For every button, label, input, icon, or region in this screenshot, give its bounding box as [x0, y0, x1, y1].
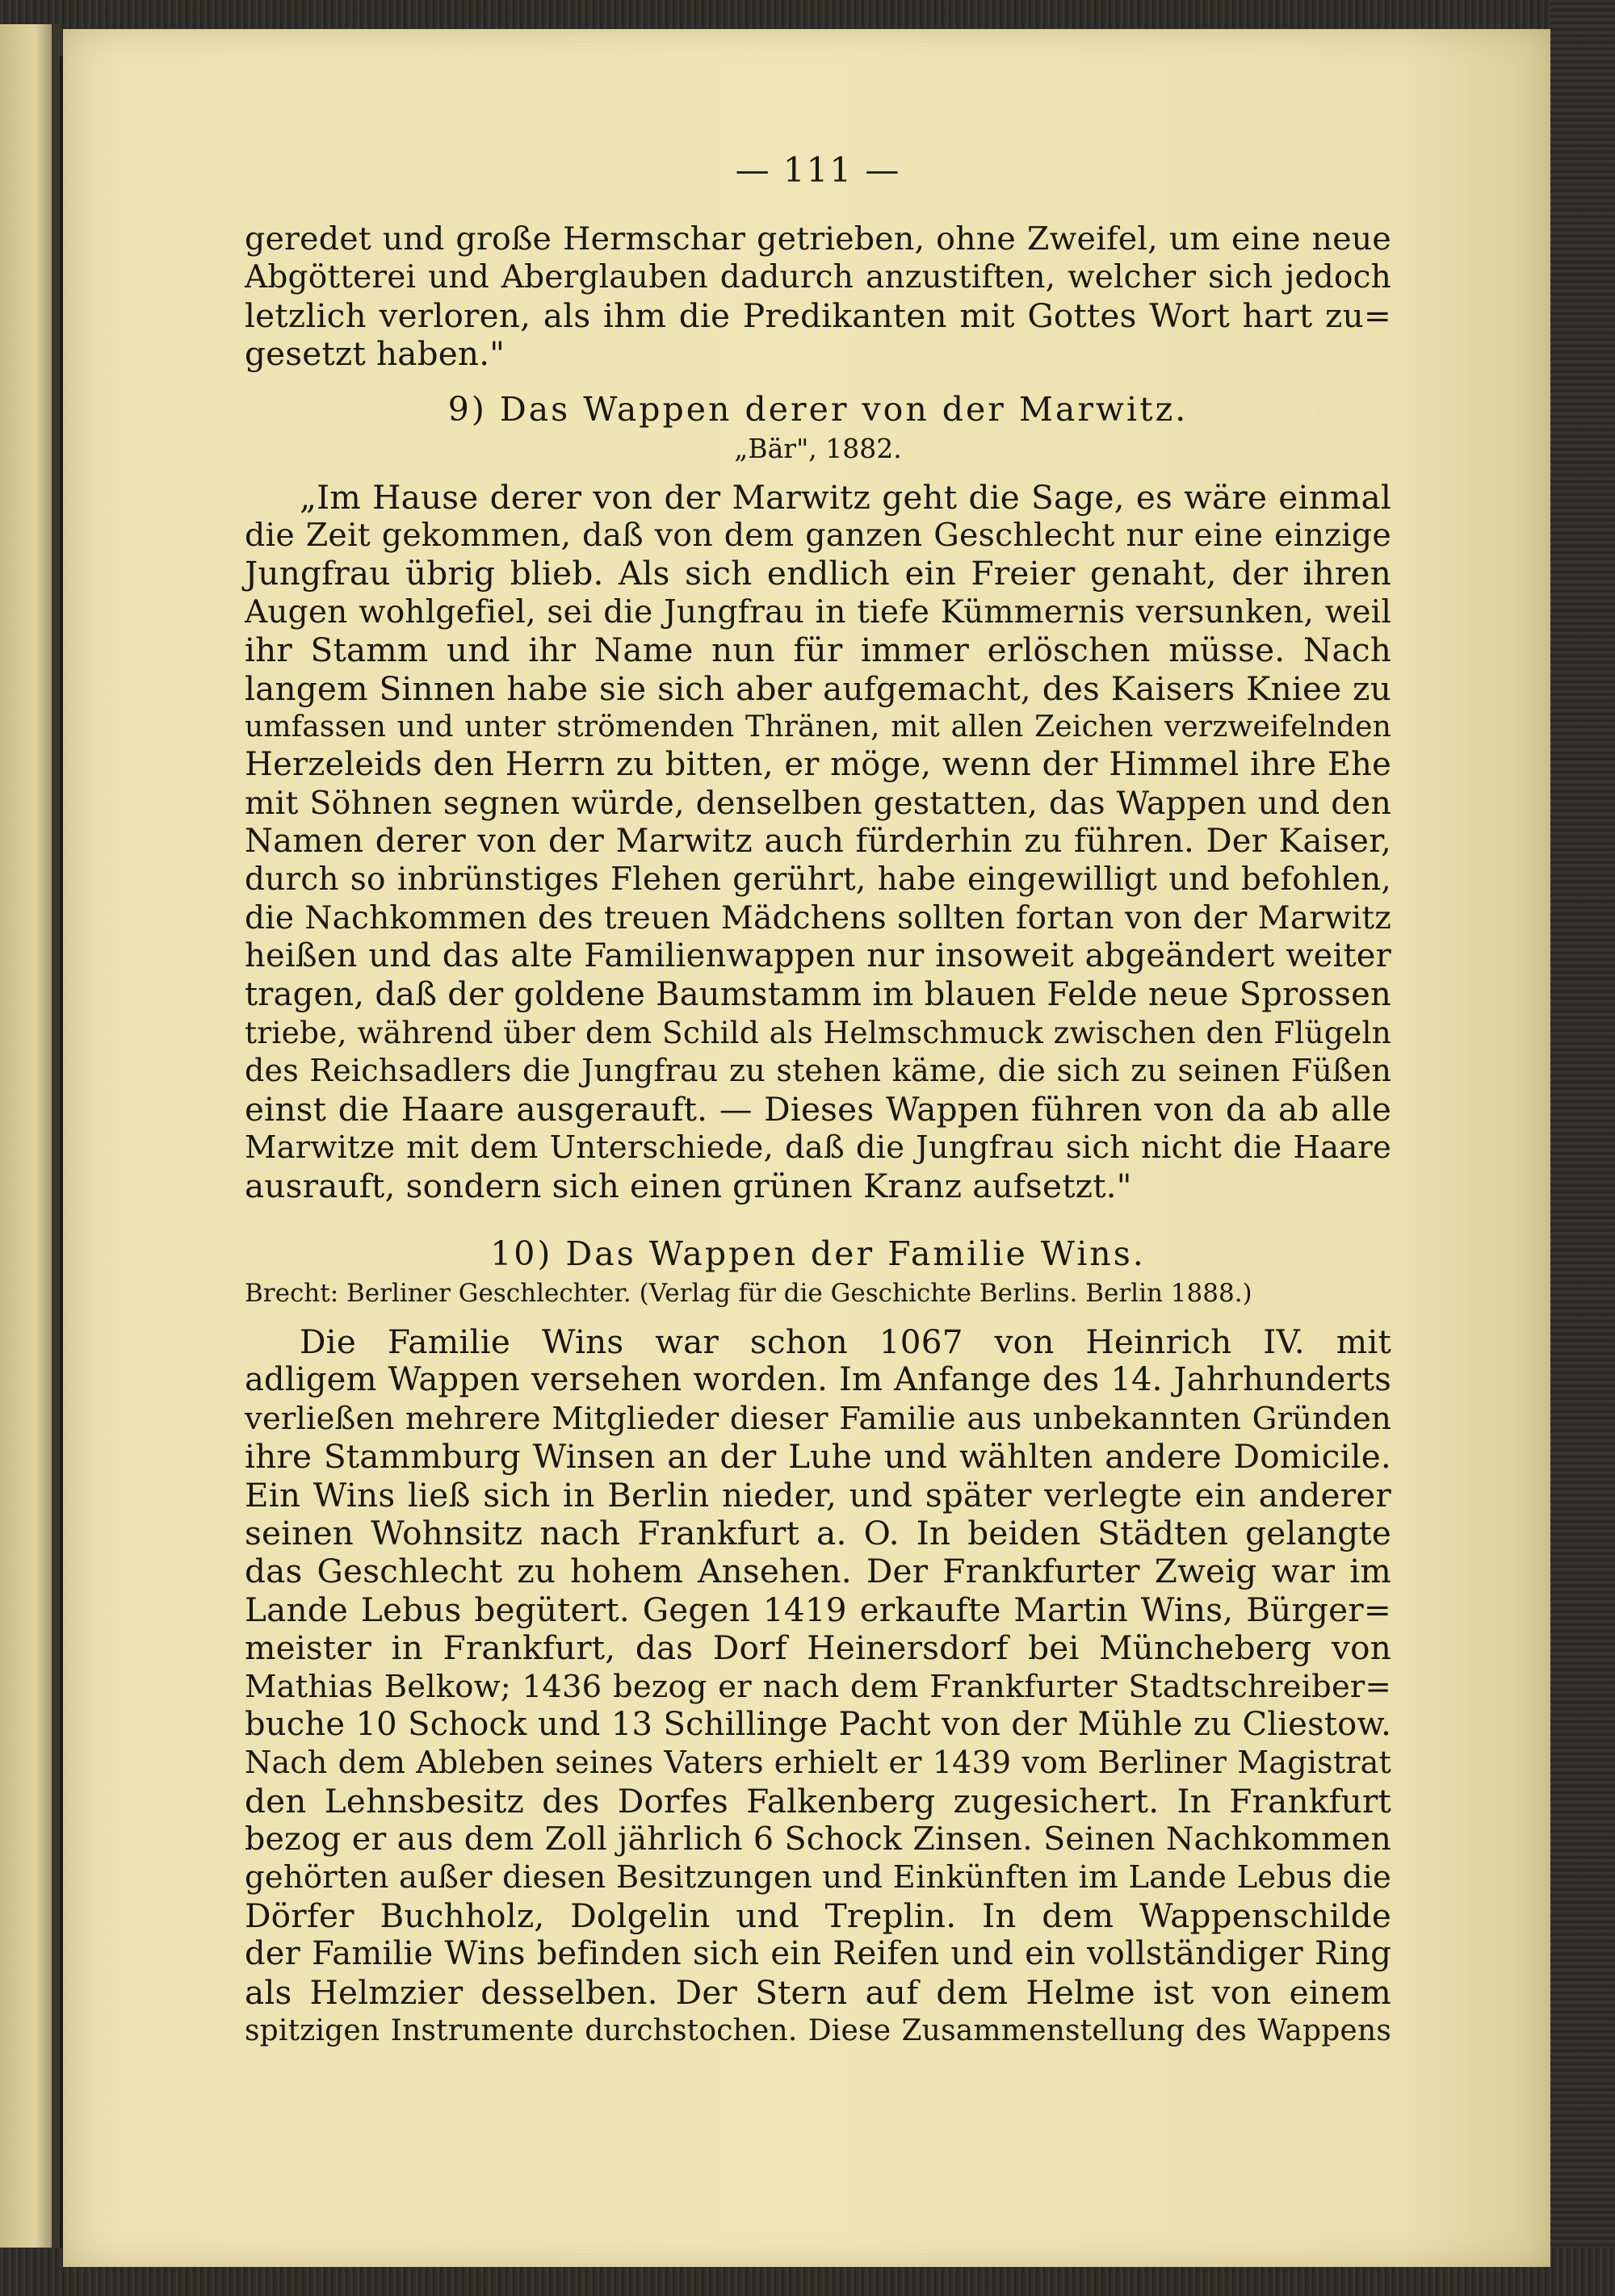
text-line: adligem Wappen versehen worden. Im Anfange des 14. Jahrhunderts	[245, 1361, 1391, 1399]
text-line: bezog er aus dem Zoll jährlich 6 Schock Zinsen. Seinen Nachkommen	[245, 1820, 1391, 1858]
text-line: durch so inbrünstiges Flehen gerührt, habe eingewilligt und befohlen,	[245, 861, 1391, 899]
text-line: langem Sinnen habe sie sich aber aufgemacht, des Kaisers Kniee zu	[245, 668, 1391, 708]
text-line: die Zeit gekommen, daß von dem ganzen Geschlecht nur eine einzige	[245, 516, 1391, 554]
text-line: spitzigen Instrumente durchstochen. Diese Zusammenstellung des Wappens	[245, 2014, 1391, 2048]
left-page-sliver	[0, 24, 58, 2272]
text-line: Ein Wins ließ sich in Berlin nieder, und später verlegte ein anderer	[245, 1475, 1391, 1515]
text-line: Die Familie Wins war schon 1067 von Heinrich IV. mit	[300, 1322, 1391, 1361]
text-line: heißen und das alte Familienwappen nur insoweit abgeändert weiter	[245, 937, 1391, 975]
text-line: den Lehnsbesitz des Dorfes Falkenberg zugesichert. In Frankfurt	[245, 1781, 1391, 1820]
book-cover-edge	[1550, 0, 1615, 2296]
text-line: ihre Stammburg Winsen an der Luhe und wählten andere Domicile.	[245, 1437, 1391, 1477]
text-line: Augen wohlgefiel, sei die Jungfrau in tiefe Kümmernis versunken, weil	[245, 593, 1391, 631]
text-line: ihr Stamm und ihr Name nun für immer erlöschen müsse. Nach	[245, 631, 1391, 670]
text-line: Lande Lebus begütert. Gegen 1419 erkaufte Martin Wins, Bürger=	[245, 1590, 1391, 1629]
text-line: tragen, daß der goldene Baumstamm im blauen Felde neue Sprossen	[245, 975, 1391, 1013]
intro-paragraph	[245, 220, 1391, 374]
section-10-source: Brecht: Berliner Geschlechter. (Verlag für die Geschichte Berlins. Berlin 1888.)	[245, 1278, 1252, 1308]
text-line: der Familie Wins befinden sich ein Reifen und ein vollständiger Ring	[245, 1935, 1391, 1973]
text-line: letzlich verloren, als ihm die Predikanten mit Gottes Wort hart zu=	[245, 295, 1391, 335]
text-line: „Im Hause derer von der Marwitz geht die Sage, es wäre einmal	[300, 477, 1391, 517]
text-line: Dörfer Buchholz, Dolgelin und Treplin. In dem Wappenschilde	[245, 1896, 1391, 1935]
section-9-heading: 9) Das Wappen derer von der Marwitz.	[447, 389, 1189, 429]
text-line: verließen mehrere Mitglieder dieser Familie aus unbekannten Gründen	[245, 1400, 1391, 1437]
text-line: als Helmzier desselben. Der Stern auf dem Helme ist von einem	[245, 1972, 1391, 2012]
left-page-edge	[52, 24, 60, 2272]
text-line: Marwitze mit dem Unterschiede, daß die Jungfrau sich nicht die Haare	[245, 1129, 1391, 1167]
text-line: des Reichsadlers die Jungfrau zu stehen käme, die sich zu seinen Füßen	[245, 1053, 1391, 1089]
text-line: Abgötterei und Aberglauben dadurch anzustiften, welcher sich jedoch	[245, 259, 1391, 296]
text-line: geredet und große Hermschar getrieben, ohne Zweifel, um eine neue	[245, 220, 1391, 258]
section-10-paragraph	[245, 1323, 1391, 2050]
text-line: gesetzt haben."	[245, 334, 505, 374]
text-line: gehörten außer diesen Besitzungen und Einkünften im Lande Lebus die	[245, 1859, 1391, 1896]
section-10-heading: 10) Das Wappen der Familie Wins.	[490, 1234, 1146, 1273]
text-line: umfassen und unter strömenden Thränen, mit allen Zeichen verzweifelnden	[245, 710, 1391, 744]
text-line: Jungfrau übrig blieb. Als sich endlich ein Freier genaht, der ihren	[245, 554, 1391, 593]
text-line: Herzeleids den Herrn zu bitten, er möge, wenn der Himmel ihre Ehe	[245, 746, 1391, 784]
text-line: Mathias Belkow; 1436 bezog er nach dem Frankfurter Stadtschreiber=	[245, 1668, 1391, 1705]
text-line: Nach dem Ableben seines Vaters erhielt er 1439 vom Berliner Magistrat	[245, 1745, 1391, 1781]
text-line: einst die Haare ausgerauft. — Dieses Wappen führen von da ab alle	[245, 1089, 1391, 1129]
page-text-block	[245, 150, 1391, 2050]
text-line: triebe, während über dem Schild als Helmschmuck zwischen den Flügeln	[245, 1015, 1391, 1051]
text-line: ausrauft, sondern sich einen grünen Kranz aufsetzt."	[245, 1166, 1132, 1205]
section-9-source: „Bär", 1882.	[734, 432, 902, 464]
text-line: buche 10 Schock und 13 Schillinge Pacht von der Mühle zu Cliestow.	[245, 1705, 1391, 1743]
text-line: meister in Frankfurt, das Dorf Heinersdorf bei Müncheberg von	[245, 1628, 1391, 1668]
page-number: — 111 —	[735, 150, 901, 190]
text-line: das Geschlecht zu hohem Ansehen. Der Frankfurter Zweig war im	[245, 1552, 1391, 1591]
text-line: seinen Wohnsitz nach Frankfurt a. O. In beiden Städten gelangte	[245, 1513, 1391, 1552]
section-9-paragraph	[245, 479, 1391, 1205]
text-line: mit Söhnen segnen würde, denselben gestatten, das Wappen und den	[245, 784, 1391, 822]
book-page	[63, 29, 1550, 2267]
text-line: Namen derer von der Marwitz auch fürderhin zu führen. Der Kaiser,	[245, 823, 1391, 861]
text-line: die Nachkommen des treuen Mädchens sollten fortan von der Marwitz	[245, 899, 1391, 936]
